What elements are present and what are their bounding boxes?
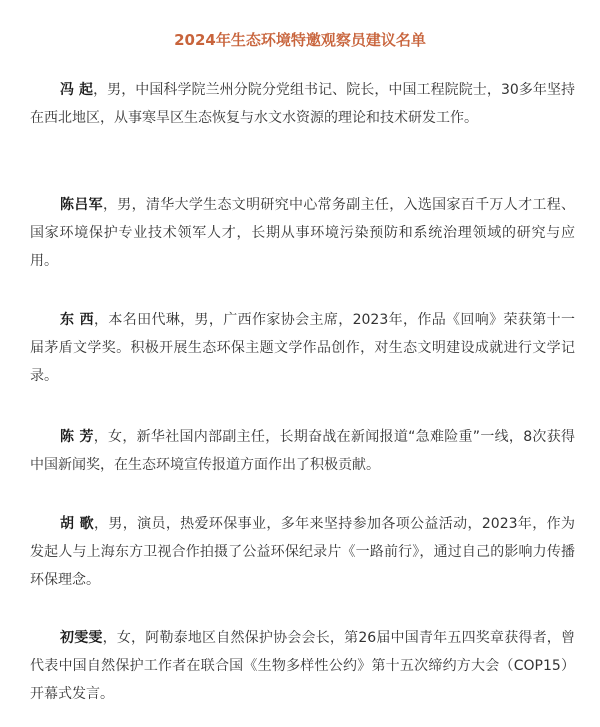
person-description: ，女，新华社国内部副主任，长期奋战在新闻报道“急难险重”一线，8次获得中国新闻奖，在生态环境宣传报道方面作出了积极贡献。: [30, 429, 575, 473]
person-description: ，男，中国科学院兰州分院分党组书记、院长，中国工程院院士，30多年坚持在西北地区，从事寒旱区生态恢复与水文水资源的理论和技术研发工作。: [30, 82, 576, 126]
person-name: 胡 歌: [60, 516, 94, 532]
list-item: [30, 306, 575, 390]
person-name: 东 西: [60, 312, 94, 328]
document-title: 2024年生态环境特邀观察员建议名单: [174, 31, 426, 49]
person-description: ，女，阿勒泰地区自然保护协会会长，第26届中国青年五四奖章获得者，曾代表中国自然保护工作者在联合国《生物多样性公约》第十五次缔约方大会（COP15）开幕式发言。: [30, 630, 576, 702]
person-description: ，男，演员，热爱环保事业，多年来坚持参加各项公益活动，2023年，作为发起人与上海东方卫视合作拍摄了公益环保纪录片《一路前行》，通过自己的影响力传播环保理念。: [30, 516, 575, 588]
person-name: 初雯雯: [60, 630, 103, 646]
list-item: [30, 76, 575, 132]
list-item: [30, 624, 575, 708]
person-name: 陈 芳: [60, 429, 94, 445]
list-item: [30, 510, 575, 594]
list-item: [30, 191, 575, 275]
person-name: 陈吕军: [60, 197, 103, 213]
list-item: [30, 423, 575, 479]
person-description: ，本名田代琳，男，广西作家协会主席，2023年，作品《回响》荣获第十一届茅盾文学奖。积极开展生态环保主题文学作品创作，对生态文明建设成就进行文学记录。: [30, 312, 575, 384]
person-description: ，男，清华大学生态文明研究中心常务副主任，入选国家百千万人才工程、国家环境保护专业技术领军人才，长期从事环境污染预防和系统治理领域的研究与应用。: [30, 197, 576, 269]
person-name: 冯 起: [60, 82, 94, 98]
